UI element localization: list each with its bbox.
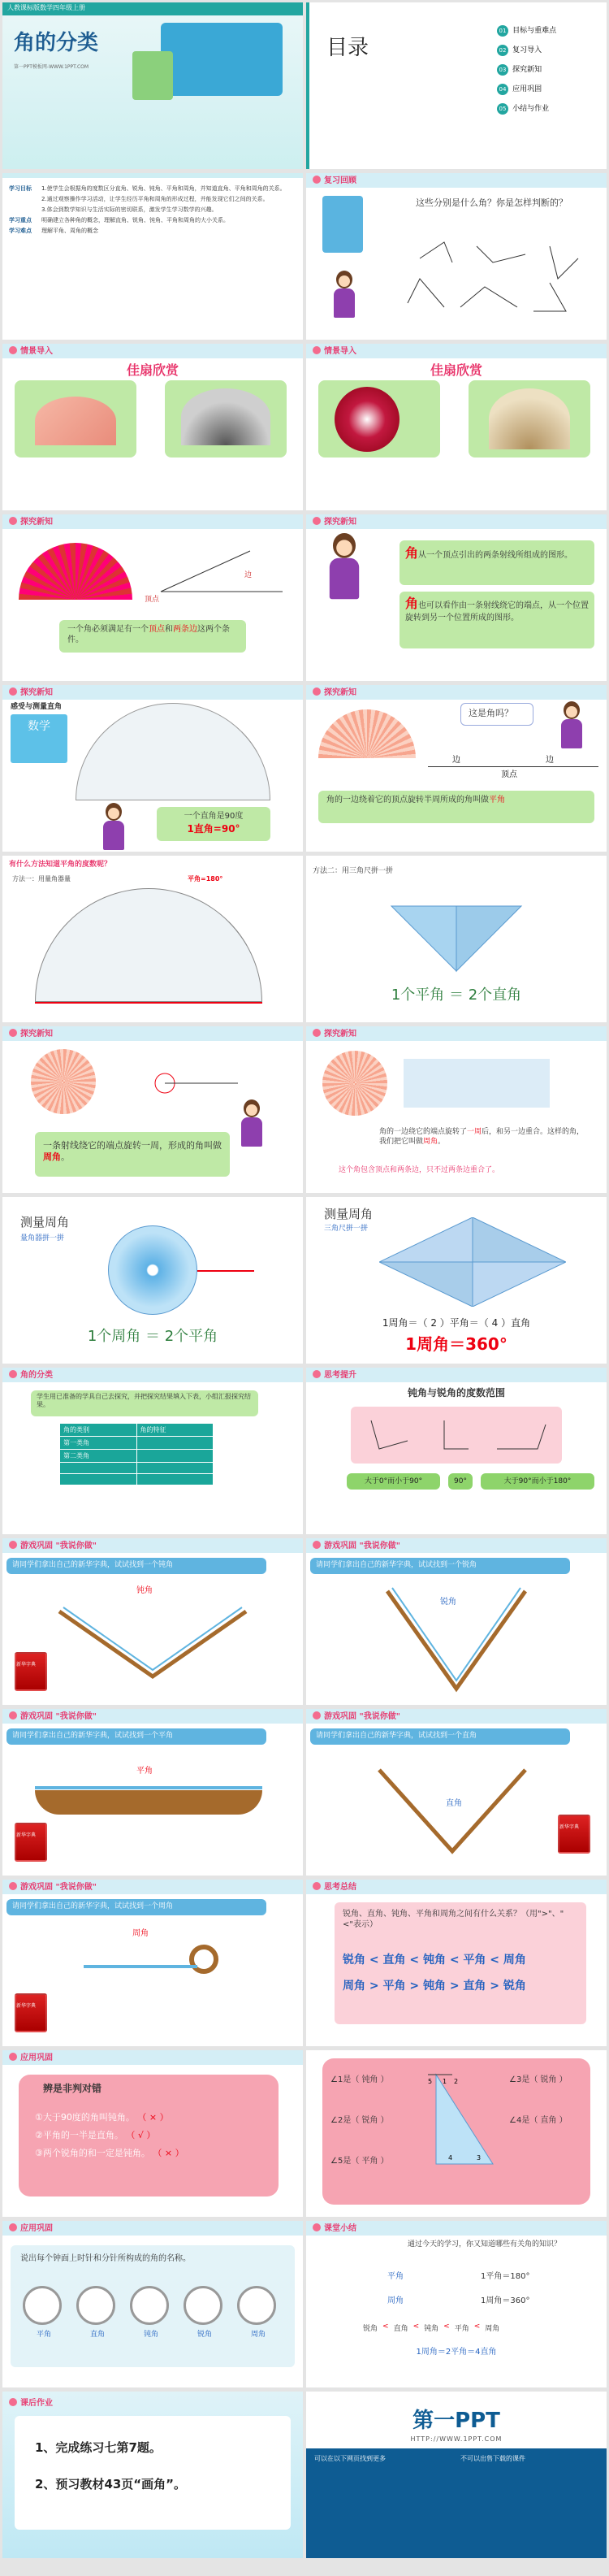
full-angle-note: 这个角包含顶点和两条边，只不过两条边重合了。 xyxy=(339,1166,500,1174)
answer-2: ∠2是（ 锐角 ） xyxy=(330,2116,389,2125)
definition-1: 角从一个顶点引出的两条射线所组成的图形。 xyxy=(405,545,573,561)
section-tag: 课后作业 xyxy=(9,2398,53,2409)
slide-heading: 佳扇欣赏 xyxy=(430,362,482,378)
vertex-label: 顶点 xyxy=(145,596,160,604)
red-fan xyxy=(19,543,132,600)
slide-fans-1 xyxy=(2,344,303,510)
full-protractor xyxy=(108,1225,197,1315)
review-question: 这些分别是什么角？你是怎样判断的？ xyxy=(416,197,568,208)
definition-2: 角也可以看作由一条射线绕它的端点，从一个位置旋转到另一个位置所成的图形。 xyxy=(405,596,590,622)
section-tag: 情景导入 xyxy=(9,346,53,357)
slide-clocks xyxy=(2,2221,303,2387)
quiz-item[interactable]: ②平角的一半是直角。 （ √ ） xyxy=(35,2130,156,2140)
books-illustration xyxy=(132,51,173,100)
clock-item: 周角 xyxy=(237,2286,279,2339)
slide-review xyxy=(306,173,607,340)
section-tag: 探究新知 xyxy=(313,517,356,527)
straight-angle-value: 平角=180° xyxy=(188,875,223,883)
book-spine xyxy=(35,1790,262,1815)
angle-label: 周角 xyxy=(132,1929,149,1938)
section-tag: 探究新知 xyxy=(9,1029,53,1039)
contents-item[interactable]: 04 应用巩固 xyxy=(497,79,556,98)
page-title: 角的分类 xyxy=(14,31,99,55)
clock-face-icon xyxy=(76,2286,115,2325)
straight-angle-definition: 角的一边绕着它的顶点旋转半周所成的角叫做平角 xyxy=(326,796,505,804)
slide-classification xyxy=(2,1368,303,1534)
right-range: 90° xyxy=(448,1473,473,1490)
slide-measure-full-2 xyxy=(306,1197,607,1364)
right-angle-eq: 1直角=90° xyxy=(187,823,240,835)
slide-heading: 钝角与锐角的度数范围 xyxy=(407,1387,505,1399)
section-tag: 思考总结 xyxy=(313,1882,356,1893)
instruction: 请同学们拿出自己的新华字典，试试找到一个平角 xyxy=(12,1732,174,1740)
clock-face-icon xyxy=(237,2286,276,2325)
subheading: 量角器拼一拼 xyxy=(20,1234,65,1242)
open-book xyxy=(371,1754,533,1859)
section-tag: 情景导入 xyxy=(313,346,356,357)
clock-face-icon xyxy=(23,2286,62,2325)
section-tag: 探究新知 xyxy=(9,517,53,527)
slide-measure-full xyxy=(2,1197,303,1364)
slide-game-acute xyxy=(306,1538,607,1705)
question-bubble: 这是角吗？ xyxy=(469,708,513,718)
clock-question: 说出每个钟面上时针和分针所构成的角的名称。 xyxy=(20,2254,191,2263)
summary-chain: 锐角 < 直角 < 钝角 < 平角 < 周角 xyxy=(363,2322,500,2333)
summary-full-eq: 1周角＝360° xyxy=(481,2296,530,2305)
circle-fan xyxy=(322,1051,387,1116)
section-tag: 探究新知 xyxy=(313,687,356,698)
full-eq-1: 1周角＝（ 2 ）平角＝（ 4 ）直角 xyxy=(382,1317,531,1329)
contents-list xyxy=(497,20,556,118)
open-book xyxy=(379,1583,533,1697)
question: 有什么方法知道平角的度数呢？ xyxy=(9,861,112,869)
slide-fans-2 xyxy=(306,344,607,510)
section-tag: 游戏巩固 "我说你做" xyxy=(9,1882,97,1893)
fan-photo xyxy=(181,388,270,445)
right-angle-note: 一个直角是90度 xyxy=(184,812,244,821)
slide-full-angle xyxy=(2,1026,303,1193)
answer-3: ∠3是（ 锐角 ） xyxy=(509,2075,568,2084)
slide-triangle-angles: ∠1是（ 钝角 ） ∠2是（ 锐角 ） ∠5是（ 平角 ） ∠3是（ 锐角 ） ∠4是（ 直角 ） 1 2 3 4 5 xyxy=(306,2050,607,2217)
header-text: 人教课标版数学四年级上册 xyxy=(7,4,85,11)
slide-lesson-summary xyxy=(306,2221,607,2387)
summary-full: 周角 xyxy=(387,2296,404,2305)
baseline xyxy=(35,1002,262,1004)
fan-photo-frame xyxy=(15,380,136,458)
slide-title xyxy=(2,2,303,169)
edge-label: 边 xyxy=(546,756,554,765)
dictionary: 新华字典 xyxy=(15,1652,47,1691)
slide-heading: 佳扇欣赏 xyxy=(126,362,179,378)
protractor xyxy=(76,703,270,800)
open-book xyxy=(51,1595,254,1685)
clock-item: 钝角 xyxy=(130,2286,172,2339)
quiz-item[interactable]: ①大于90度的角叫钝角。 （ × ） xyxy=(35,2112,169,2123)
slide-straight-angle xyxy=(306,685,607,852)
dictionary: 新华字典 xyxy=(15,1823,47,1862)
contents-title: 目录 xyxy=(326,36,369,60)
teacher-avatar xyxy=(238,1099,266,1148)
chalkboard-illustration xyxy=(161,23,283,96)
contents-item[interactable]: 05 小结与作业 xyxy=(497,98,556,118)
math-book: 数学 xyxy=(11,714,67,763)
section-tag: 游戏巩固 "我说你做" xyxy=(313,1711,400,1722)
summary-question: 通过今天的学习，你又知道哪些有关角的知识？ xyxy=(408,2240,562,2249)
slide-summary-relations xyxy=(306,1880,607,2046)
rolled-book xyxy=(189,1945,218,1974)
section-tag: 复习回顾 xyxy=(313,176,356,186)
slide-measure-straight xyxy=(2,856,303,1022)
dictionary: 新华字典 xyxy=(15,1993,47,2032)
objectives-list: 学习目标 1.使学生会根据角的度数区分直角、锐角、钝角、平角和周角，并知道直角、平角和周角的关系。 2.通过观察操作学习活动，让学生经历平角和周角的形成过程，并能发现它们之间的关系。 3.体会到数学知识与生活实际的密切联系，激发学生学习数学的兴趣。 学习重点 明确建立各种角的概念，理解直角、锐角、钝角、平角和周角的大小关系。 学习难点 理解平角、周角的概念 xyxy=(9,185,286,234)
clock-item: 平角 xyxy=(23,2286,65,2339)
angle-label: 钝角 xyxy=(136,1586,153,1595)
slide-homework xyxy=(2,2392,303,2558)
protractor xyxy=(35,888,262,1002)
activity-note: 学生用已准备的学具自己去探究，并把探究结果填入下表，小组汇报探究结果。 xyxy=(37,1393,251,1409)
contents-item[interactable]: 02 复习导入 xyxy=(497,40,556,59)
ray xyxy=(197,1270,254,1272)
slide-contents xyxy=(306,2,607,169)
clock-row xyxy=(23,2286,279,2339)
instruction: 请同学们拿出自己的新华字典，试试找到一个锐角 xyxy=(316,1561,477,1569)
section-tag: 游戏巩固 "我说你做" xyxy=(313,1541,400,1551)
clock-item: 锐角 xyxy=(184,2286,226,2339)
section-tag: 探究新知 xyxy=(9,687,53,698)
instruction: 请同学们拿出自己的新华字典，试试找到一个钝角 xyxy=(12,1561,174,1569)
quiz-title: 辨是非判对错 xyxy=(43,2083,102,2094)
book-line xyxy=(84,1965,197,1968)
method-2: 方法二：用三角尺拼一拼 xyxy=(313,867,394,875)
four-triangles xyxy=(379,1217,566,1307)
contents-item[interactable]: 03 探究新知 xyxy=(497,59,556,79)
full-angle-text: 角的一边绕它的端点旋转了一周后，和另一边重合。这样的角，我们把它叫做周角。 xyxy=(379,1128,585,1146)
section-tag: 应用巩固 xyxy=(9,2223,53,2234)
classification-table: 角的类别 角的特征 第一类角 第二类角 xyxy=(59,1423,214,1485)
slide-credits xyxy=(306,2392,607,2558)
credits-panel xyxy=(306,2448,607,2558)
credits-right: 不可以出售下载的课件 xyxy=(460,2455,525,2462)
slide-full-angle-2 xyxy=(306,1026,607,1193)
clock-face-icon xyxy=(184,2286,222,2325)
angle-shapes xyxy=(404,238,582,319)
section-tag: 游戏巩固 "我说你做" xyxy=(9,1711,97,1722)
brand-url: HTTP://WWW.1PPT.COM xyxy=(410,2435,503,2443)
slide-heading: 测量周角 xyxy=(324,1207,374,1221)
brand-logo: 第一PPT xyxy=(412,2409,500,2433)
full-eq-2: 1周角＝360° xyxy=(405,1334,508,1354)
straight-line xyxy=(428,766,598,767)
method-1: 方法一：用量角器量 xyxy=(12,875,71,883)
ray-diagram xyxy=(149,1059,246,1108)
book-line xyxy=(35,1786,262,1789)
relation-question: 锐角、直角、钝角、平角和周角之间有什么关系？（用">"、"<"表示） xyxy=(343,1910,564,1929)
triangle-rulers xyxy=(383,874,529,979)
angle-label: 直角 xyxy=(446,1799,462,1808)
teacher-avatar xyxy=(100,803,127,852)
slide-heading: 测量周角 xyxy=(20,1215,70,1229)
quiz-items xyxy=(35,2109,184,2162)
answer-4: ∠4是（ 直角 ） xyxy=(509,2116,568,2125)
angle-condition: 一个角必须满足有一个顶点和两条边这两个条件。 xyxy=(67,625,230,644)
quiz-item[interactable]: ③两个锐角的和一定是钝角。 （ × ） xyxy=(35,2148,184,2158)
subheading: 感受与测量直角 xyxy=(11,703,63,711)
clock-face-icon xyxy=(130,2286,169,2325)
section-tag: 探究新知 xyxy=(313,1029,356,1039)
full-angle-definition: 一条射线绕它的端点旋转一周，形成的角叫做周角。 xyxy=(43,1140,222,1163)
slide-game-right xyxy=(306,1709,607,1876)
edge-label: 边 xyxy=(452,756,460,765)
contents-item[interactable]: 01 目标与重难点 xyxy=(497,20,556,40)
angle-examples xyxy=(363,1416,550,1457)
credits-left: 可以在以下网页找到更多 xyxy=(314,2455,386,2462)
obtuse-range: 大于90°而小于180° xyxy=(481,1473,594,1490)
angle-label: 平角 xyxy=(136,1767,153,1776)
answer-5: ∠5是（ 平角 ） xyxy=(330,2157,389,2166)
teacher-avatar xyxy=(325,533,364,601)
slide-game-obtuse xyxy=(2,1538,303,1705)
slide-true-false xyxy=(2,2050,303,2217)
fan-photo xyxy=(489,388,570,449)
slide-angle-definition xyxy=(306,514,607,681)
straight-eq: 1个平角 ＝ 2个直角 xyxy=(391,987,522,1004)
slide-triangle-ruler xyxy=(306,856,607,1022)
angle-label: 锐角 xyxy=(440,1598,456,1607)
slide-game-straight xyxy=(2,1709,303,1876)
teacher-avatar xyxy=(330,271,358,319)
full-eq: 1个周角 ＝ 2个平角 xyxy=(87,1328,218,1345)
section-tag: 思考提升 xyxy=(313,1370,356,1381)
summary-last: 1周角＝2平角＝4直角 xyxy=(416,2348,497,2357)
fan-photo-frame xyxy=(165,380,287,458)
acute-range: 大于0°而小于90° xyxy=(347,1473,440,1490)
slide-angle-parts xyxy=(2,514,303,681)
ray-panel xyxy=(404,1059,550,1108)
vertex-label: 顶点 xyxy=(501,770,517,779)
straight-fan xyxy=(318,709,416,758)
slide-right-angle xyxy=(2,685,303,852)
instruction: 请同学们拿出自己的新华字典，试试找到一个直角 xyxy=(316,1732,477,1740)
summary-straight-eq: 1平角＝180° xyxy=(481,2272,530,2281)
teacher-avatar xyxy=(558,701,585,750)
slide-objectives xyxy=(2,173,303,340)
relation-descending: 周角 > 平角 > 钝角 > 直角 > 锐角 xyxy=(343,1980,526,1993)
homework-1: 1、完成练习七第7题。 xyxy=(35,2440,162,2455)
relation-ascending: 锐角 < 直角 < 钝角 < 平角 < 周角 xyxy=(343,1954,526,1967)
section-tag: 游戏巩固 "我说你做" xyxy=(9,1541,97,1551)
slide-game-full xyxy=(2,1880,303,2046)
clock-item: 直角 xyxy=(76,2286,119,2339)
slide-angle-ranges xyxy=(306,1368,607,1534)
subtitle: 第一PPT模板网-WWW.1PPT.COM xyxy=(14,64,89,70)
summary-straight: 平角 xyxy=(387,2272,404,2281)
answer-1: ∠1是（ 钝角 ） xyxy=(330,2075,389,2084)
circle-fan xyxy=(31,1049,96,1114)
section-tag: 课堂小结 xyxy=(313,2223,356,2234)
fan-photo xyxy=(35,397,116,445)
subheading: 三角尺拼一拼 xyxy=(324,1225,369,1233)
dictionary: 新华字典 xyxy=(558,1815,590,1854)
angle-diagram xyxy=(145,547,291,604)
section-tag: 应用巩固 xyxy=(9,2053,53,2063)
section-tag: 角的分类 xyxy=(9,1370,53,1381)
books-illustration xyxy=(322,196,363,253)
edge-label: 边 xyxy=(244,571,253,579)
homework-2: 2、预习教材43页“画角”。 xyxy=(35,2477,187,2491)
triangle-ruler xyxy=(428,2066,501,2172)
instruction: 请同学们拿出自己的新华字典，试试找到一个周角 xyxy=(12,1902,174,1910)
fan-photo xyxy=(335,387,400,452)
